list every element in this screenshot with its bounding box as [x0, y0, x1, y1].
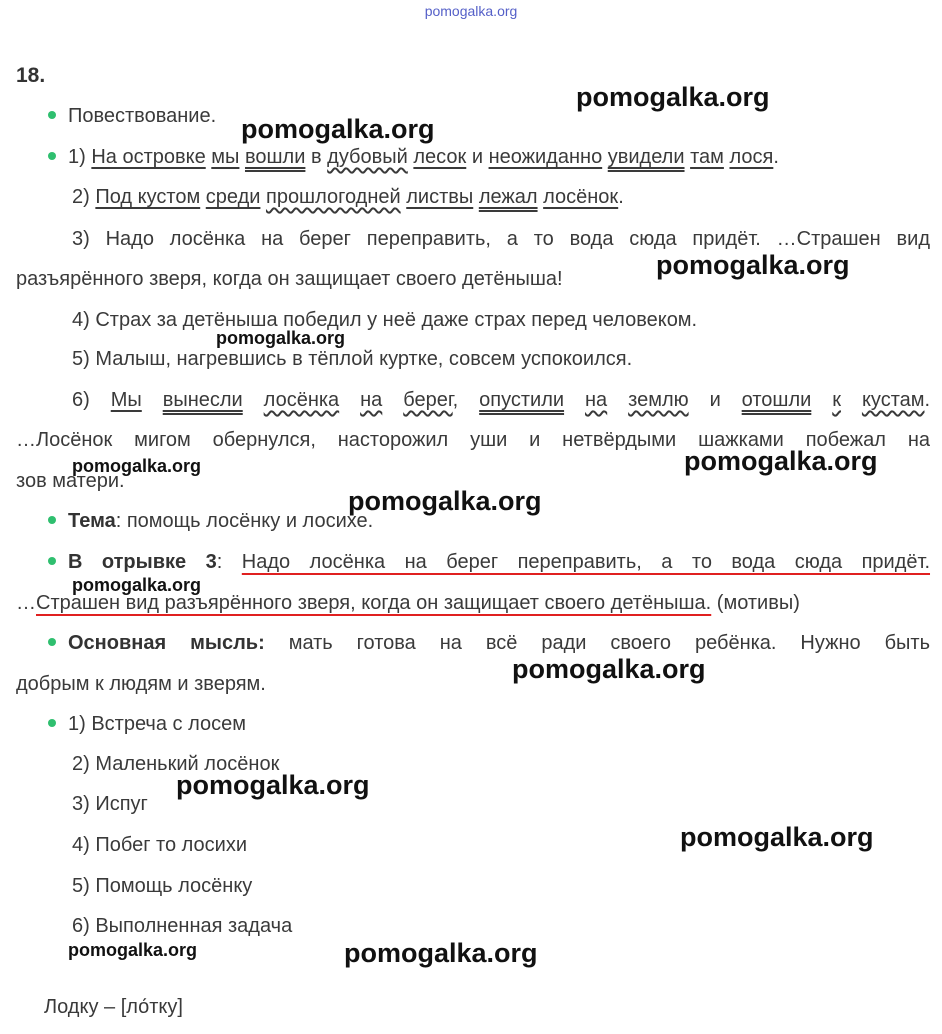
watermark: pomogalka.org: [656, 250, 850, 280]
plan-item-1: [48, 710, 942, 738]
sentence-word: на: [585, 389, 608, 411]
sentence-word: отошли: [741, 389, 812, 411]
sentence-punct: ,: [452, 389, 459, 411]
header-watermark: pomogalka.org: [424, 3, 518, 19]
sentence-number: 2): [72, 186, 90, 208]
sentence-word: вошли: [244, 146, 306, 168]
theme-text: : помощь лосёнку и лосихе.: [115, 510, 374, 532]
sentence-word: на: [360, 389, 383, 411]
plan-item-2: 2) Маленький лосёнок: [72, 753, 280, 775]
watermark: pomogalka.org: [216, 328, 346, 348]
bullet-icon: [48, 111, 56, 119]
bullet-icon: [48, 719, 56, 727]
sentence-punct: .: [924, 389, 931, 411]
watermark: pomogalka.org: [176, 770, 370, 800]
sentence-number: 6): [72, 389, 90, 411]
sentence-word: и: [471, 146, 483, 168]
sentence-word: На островке: [91, 146, 206, 168]
sentence-5: 5) Малыш, нагревшись в тёплой куртке, совсем успокоился.: [72, 348, 633, 370]
sentence-word: листвы: [406, 186, 474, 208]
sentence-word: вынесли: [162, 389, 243, 411]
sentence-word: к: [832, 389, 841, 411]
sentence-word: кустам: [861, 389, 925, 411]
watermark: pomogalka.org: [72, 575, 202, 595]
sentence-number: 1): [68, 146, 86, 168]
sentence-1: [48, 143, 942, 171]
excerpt-note: (мотивы): [711, 592, 800, 614]
bullet-icon: [48, 152, 56, 160]
sentence-punct: .: [618, 186, 624, 208]
watermark: pomogalka.org: [512, 654, 706, 684]
sentence-3-line-1: 3) Надо лосёнка на берег переправить, а то вода сюда придёт. …Страшен вид: [72, 228, 930, 250]
sentence-word: дубовый: [327, 146, 408, 168]
sentence-word: лосёнка: [263, 389, 340, 411]
sentence-6-line-3: зов матери.: [16, 470, 125, 492]
sentence-word: и: [709, 389, 721, 411]
sentence-word: землю: [628, 389, 689, 411]
genre-text: Повествование.: [68, 105, 217, 127]
sentence-word: неожиданно: [488, 146, 603, 168]
bullet-icon: [48, 557, 56, 565]
bullet-icon: [48, 638, 56, 646]
sentence-3-line-2: разъярённого зверя, когда он защищает своего детёныша!: [16, 268, 563, 290]
answer-genre: [48, 102, 942, 130]
sentence-word: среди: [205, 186, 261, 208]
excerpt-quote: Страшен вид разъярённого зверя, когда он защищает своего детёныша.: [36, 592, 712, 614]
excerpt-label: В отрывке 3: [68, 551, 217, 573]
sentence-word: прошлогодней: [265, 186, 401, 208]
bullet-icon: [48, 516, 56, 524]
watermark: pomogalka.org: [576, 82, 770, 112]
sentence-word: Мы: [110, 389, 142, 411]
sentence-word: лосёнок: [543, 186, 619, 208]
sentence-6-line-2: …Лосёнок мигом обернулся, насторожил уши и нетвёрдыми шажками побежал на: [16, 429, 930, 451]
exercise-number: 18.: [16, 64, 46, 87]
theme-label: Тема: [68, 510, 116, 532]
sentence-word: лося: [729, 146, 774, 168]
watermark: pomogalka.org: [68, 940, 198, 960]
main-idea-label: Основная мысль:: [68, 632, 265, 654]
plan-item-3: 3) Испуг: [72, 793, 148, 815]
sentence-6-line-1: [72, 386, 930, 414]
watermark: pomogalka.org: [348, 486, 542, 516]
sentence-word: там: [690, 146, 724, 168]
sentence-word: увидели: [607, 146, 685, 168]
excerpt-quote: Надо лосёнка на берег переправить, а то вода сюда придёт.: [241, 551, 931, 573]
sentence-2: [72, 183, 942, 211]
sentence-word: берег: [403, 389, 453, 411]
plan-item-4: 4) Побег то лосихи: [72, 834, 248, 856]
plan-item-6: 6) Выполненная задача: [72, 915, 293, 937]
watermark: pomogalka.org: [684, 446, 878, 476]
sentence-word: мы: [211, 146, 240, 168]
sentence-word: опустили: [479, 389, 565, 411]
plan-item-5: 5) Помощь лосёнку: [72, 875, 253, 897]
watermark: pomogalka.org: [344, 938, 538, 968]
plan-text: 1) Встреча с лосем: [68, 713, 246, 735]
watermark: pomogalka.org: [241, 114, 435, 144]
excerpt-line-1: [48, 548, 930, 576]
sentence-punct: .: [773, 146, 779, 168]
sentence-word: лесок: [413, 146, 467, 168]
excerpt-colon: :: [216, 551, 223, 573]
main-idea-line-2: добрым к людям и зверям.: [16, 673, 266, 695]
excerpt-ellipsis: …: [16, 592, 36, 614]
watermark: pomogalka.org: [72, 456, 202, 476]
main-idea-text: мать готова на всё ради своего ребёнка. Нужно быть: [264, 632, 931, 654]
sentence-word: лежал: [478, 186, 538, 208]
main-idea-line-1: [48, 629, 930, 657]
sentence-word: в: [310, 146, 322, 168]
watermark: pomogalka.org: [680, 822, 874, 852]
sentence-4: 4) Страх за детёныша победил у неё даже страх перед человеком.: [72, 309, 698, 331]
sentence-word: Под кустом: [95, 186, 201, 208]
transcription-line: Лодку – [ло́тку]: [44, 996, 183, 1018]
